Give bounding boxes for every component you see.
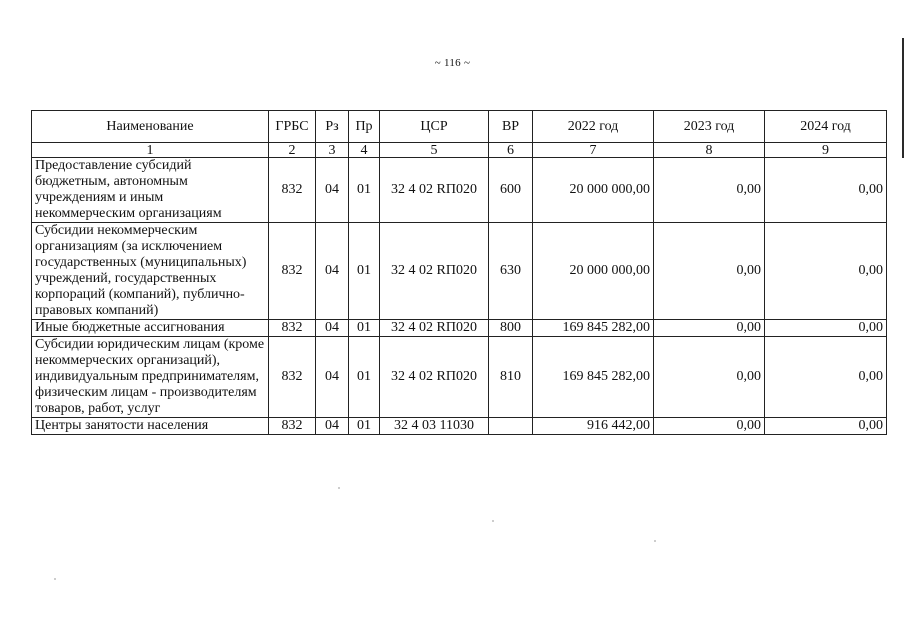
row-vr: 800 — [489, 320, 533, 337]
column-number: 8 — [654, 143, 765, 158]
row-2023: 0,00 — [654, 158, 765, 223]
row-2024: 0,00 — [765, 320, 887, 337]
row-csr: 32 4 03 11030 — [380, 418, 489, 435]
row-grbs: 832 — [269, 223, 316, 320]
table-row — [32, 418, 887, 435]
row-rz: 04 — [316, 337, 349, 418]
header-grbs: ГРБС — [269, 111, 316, 143]
column-number-row — [32, 143, 887, 158]
row-2023: 0,00 — [654, 223, 765, 320]
column-number: 5 — [380, 143, 489, 158]
row-2022: 916 442,00 — [533, 418, 654, 435]
row-grbs: 832 — [269, 158, 316, 223]
row-pr: 01 — [349, 320, 380, 337]
scan-speck — [338, 487, 340, 489]
row-csr: 32 4 02 RП020 — [380, 158, 489, 223]
row-grbs: 832 — [269, 337, 316, 418]
row-pr: 01 — [349, 418, 380, 435]
table-row — [32, 337, 887, 418]
row-name: Центры занятости населения — [32, 418, 269, 435]
row-pr: 01 — [349, 223, 380, 320]
row-name: Субсидии некоммерческим организациям (за исключением государственных (муниципальных) учреждений, государственных корпораций (компаний), публично-правовых компаний) — [32, 223, 269, 320]
row-grbs: 832 — [269, 418, 316, 435]
row-2024: 0,00 — [765, 418, 887, 435]
row-vr — [489, 418, 533, 435]
row-csr: 32 4 02 RП020 — [380, 337, 489, 418]
column-number: 6 — [489, 143, 533, 158]
table-row — [32, 223, 887, 320]
scan-edge-line — [902, 38, 904, 158]
row-2024: 0,00 — [765, 223, 887, 320]
row-2024: 0,00 — [765, 158, 887, 223]
page-number: ~ 116 ~ — [434, 57, 471, 69]
column-number: 4 — [349, 143, 380, 158]
row-2022: 169 845 282,00 — [533, 320, 654, 337]
row-pr: 01 — [349, 337, 380, 418]
column-number: 2 — [269, 143, 316, 158]
row-name: Субсидии юридическим лицам (кроме некоммерческих организаций), индивидуальным предпринимателям, физическим лицам - производителям товаров, работ, услуг — [32, 337, 269, 418]
row-vr: 600 — [489, 158, 533, 223]
row-grbs: 832 — [269, 320, 316, 337]
row-2023: 0,00 — [654, 337, 765, 418]
column-number: 9 — [765, 143, 887, 158]
header-name: Наименование — [32, 111, 269, 143]
row-2024: 0,00 — [765, 337, 887, 418]
column-number: 7 — [533, 143, 654, 158]
scan-speck — [54, 578, 56, 580]
scan-speck — [492, 520, 494, 522]
row-rz: 04 — [316, 418, 349, 435]
budget-table — [31, 110, 887, 435]
header-2024: 2024 год — [765, 111, 887, 143]
row-rz: 04 — [316, 223, 349, 320]
header-2023: 2023 год — [654, 111, 765, 143]
header-2022: 2022 год — [533, 111, 654, 143]
header-row — [32, 111, 887, 143]
row-name: Предоставление субсидий бюджетным, автономным учреждениям и иным некоммерческим организациям — [32, 158, 269, 223]
header-vr: ВР — [489, 111, 533, 143]
row-csr: 32 4 02 RП020 — [380, 223, 489, 320]
row-2023: 0,00 — [654, 320, 765, 337]
table-row — [32, 320, 887, 337]
row-rz: 04 — [316, 320, 349, 337]
header-pr: Пр — [349, 111, 380, 143]
header-rz: Рз — [316, 111, 349, 143]
scan-speck — [654, 540, 656, 542]
row-2022: 20 000 000,00 — [533, 223, 654, 320]
header-csr: ЦСР — [380, 111, 489, 143]
row-vr: 630 — [489, 223, 533, 320]
row-2022: 169 845 282,00 — [533, 337, 654, 418]
row-vr: 810 — [489, 337, 533, 418]
column-number: 1 — [32, 143, 269, 158]
column-number: 3 — [316, 143, 349, 158]
table-row — [32, 158, 887, 223]
row-rz: 04 — [316, 158, 349, 223]
row-name: Иные бюджетные ассигнования — [32, 320, 269, 337]
row-csr: 32 4 02 RП020 — [380, 320, 489, 337]
row-pr: 01 — [349, 158, 380, 223]
row-2023: 0,00 — [654, 418, 765, 435]
row-2022: 20 000 000,00 — [533, 158, 654, 223]
